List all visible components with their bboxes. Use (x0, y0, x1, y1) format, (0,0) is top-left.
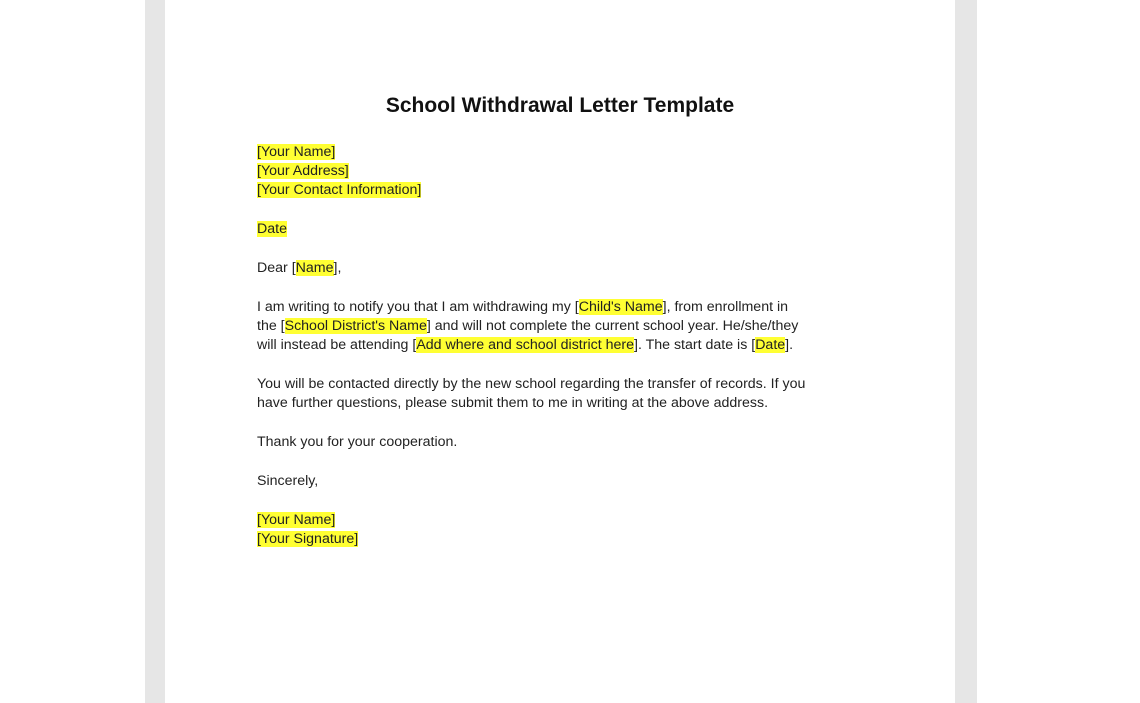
date-line (257, 220, 877, 239)
salutation (257, 259, 877, 278)
text-segment: ], from enrollment in (662, 299, 789, 315)
salutation-suffix: ], (333, 260, 342, 276)
text-segment: ]. (785, 337, 794, 353)
text-segment: will instead be attending [ (257, 337, 417, 353)
text-segment: I am writing to notify you that I am withdrawing my [ (257, 299, 579, 315)
signoff-signature: [Your Signature] (257, 531, 359, 547)
document-page (165, 0, 955, 703)
sender-name: [Your Name] (257, 144, 336, 160)
signoff-block (257, 511, 877, 549)
new-school-placeholder: Add where and school district here (416, 337, 634, 353)
closing-line: Sincerely, (257, 473, 319, 489)
text-segment: ]. The start date is [ (634, 337, 756, 353)
document-title: School Withdrawal Letter Template (385, 94, 735, 117)
date-placeholder: Date (257, 221, 287, 237)
sender-contact: [Your Contact Information] (257, 182, 422, 198)
sender-block (257, 143, 877, 200)
thanks-line: Thank you for your cooperation. (257, 434, 458, 450)
text-segment: have further questions, please submit them to me in writing at the above address. (257, 395, 769, 411)
child-name-placeholder: Child's Name (578, 299, 663, 315)
right-page-gutter (955, 0, 977, 703)
start-date-placeholder: Date (755, 337, 786, 353)
text-segment: the [ (257, 318, 285, 334)
sender-address: [Your Address] (257, 163, 349, 179)
text-segment: ] and will not complete the current school year. He/she/they (426, 318, 799, 334)
signoff-name: [Your Name] (257, 512, 336, 528)
left-page-gutter (145, 0, 165, 703)
school-district-placeholder: School District's Name (284, 318, 427, 334)
salutation-prefix: Dear [ (257, 260, 296, 276)
paragraph-withdrawal (257, 298, 877, 355)
recipient-name: Name (295, 260, 334, 276)
text-segment: You will be contacted directly by the new school regarding the transfer of records. If you (257, 376, 806, 392)
letter-body (257, 143, 877, 569)
paragraph-records (257, 375, 877, 413)
